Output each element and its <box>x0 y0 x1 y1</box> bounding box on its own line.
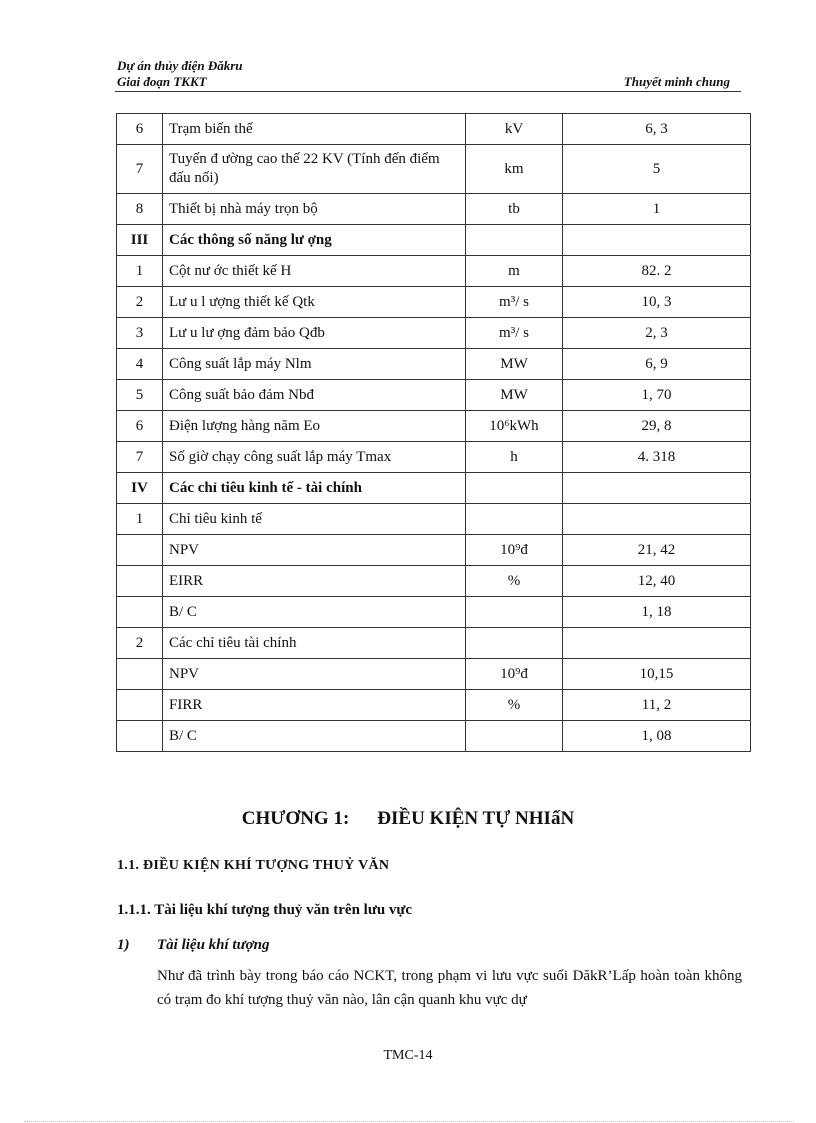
parameter-name-cell: Chỉ tiêu kinh tế <box>163 504 466 535</box>
chapter-heading <box>0 808 816 830</box>
unit-cell: m <box>466 256 563 287</box>
row-number-cell <box>117 535 163 566</box>
parameter-name-cell: EIRR <box>163 566 466 597</box>
row-number-cell: 1 <box>117 504 163 535</box>
table-row <box>117 690 751 721</box>
specification-table-body <box>117 114 751 752</box>
unit-cell <box>466 225 563 256</box>
parameter-name-cell: Công suất lắp máy Nlm <box>163 349 466 380</box>
unit-cell <box>466 721 563 752</box>
value-cell: 12, 40 <box>563 566 751 597</box>
project-name: Dự án thủy điện Đăkru <box>117 58 243 73</box>
body-paragraph: Như đã trình bày trong báo cáo NCKT, trong phạm vi lưu vực suối DăkR’Lấp hoàn toàn không có trạm đo khí tượng thuỷ văn nào, lân cận quanh khu vực dự <box>157 968 742 1008</box>
project-phase: Giai đoạn TKKT <box>117 74 207 89</box>
row-number-cell <box>117 690 163 721</box>
row-number-cell: 6 <box>117 114 163 145</box>
section-heading-1-1: 1.1. ĐIỀU KIỆN KHÍ TƯỢNG THUỶ VĂN <box>117 858 390 873</box>
unit-cell: tb <box>466 194 563 225</box>
table-row <box>117 442 751 473</box>
document-type: Thuyết minh chung <box>623 74 730 89</box>
unit-cell <box>466 597 563 628</box>
subsection-number: 1) <box>117 937 130 953</box>
parameter-name-cell: Công suất bảo đảm Nbđ <box>163 380 466 411</box>
table-row <box>117 504 751 535</box>
parameter-name-cell: B/ C <box>163 721 466 752</box>
row-number-cell: 5 <box>117 380 163 411</box>
unit-cell: 10⁶kWh <box>466 411 563 442</box>
value-cell: 29, 8 <box>563 411 751 442</box>
value-cell: 2, 3 <box>563 318 751 349</box>
row-number-cell: 1 <box>117 256 163 287</box>
table-row <box>117 349 751 380</box>
unit-cell: kV <box>466 114 563 145</box>
table-row <box>117 114 751 145</box>
table-row <box>117 628 751 659</box>
page-footer: TMC-14 <box>383 1048 433 1063</box>
unit-cell: MW <box>466 349 563 380</box>
row-number-cell: IV <box>117 473 163 504</box>
value-cell: 1, 18 <box>563 597 751 628</box>
value-cell: 5 <box>563 145 751 194</box>
row-number-cell: 2 <box>117 287 163 318</box>
unit-cell: 10⁹đ <box>466 535 563 566</box>
table-row <box>117 318 751 349</box>
row-number-cell <box>117 566 163 597</box>
unit-cell: km <box>466 145 563 194</box>
table-row <box>117 566 751 597</box>
value-cell: 1, 70 <box>563 380 751 411</box>
value-cell <box>563 628 751 659</box>
unit-cell: h <box>466 442 563 473</box>
unit-cell <box>466 504 563 535</box>
row-number-cell: 3 <box>117 318 163 349</box>
row-number-cell <box>117 597 163 628</box>
value-cell: 6, 9 <box>563 349 751 380</box>
row-number-cell: III <box>117 225 163 256</box>
row-number-cell <box>117 721 163 752</box>
parameter-name-cell: Các chỉ tiêu kinh tế - tài chính <box>163 473 466 504</box>
section-heading-1-1-1: 1.1.1. Tài liệu khí tượng thuỷ văn trên lưu vực <box>117 902 413 918</box>
value-cell: 1, 08 <box>563 721 751 752</box>
parameter-name-cell: Tuyến đ ường cao thế 22 KV (Tính đến điểm đấu nối) <box>163 145 466 194</box>
header-divider <box>115 91 741 92</box>
value-cell: 82. 2 <box>563 256 751 287</box>
value-cell: 10,15 <box>563 659 751 690</box>
page-header-left <box>117 58 243 90</box>
table-row <box>117 287 751 318</box>
parameter-name-cell: Trạm biến thế <box>163 114 466 145</box>
value-cell <box>563 504 751 535</box>
value-cell <box>563 225 751 256</box>
unit-cell <box>466 473 563 504</box>
page-bottom-border <box>24 1121 794 1122</box>
specification-table <box>116 113 751 752</box>
row-number-cell: 7 <box>117 442 163 473</box>
row-number-cell: 6 <box>117 411 163 442</box>
parameter-name-cell: B/ C <box>163 597 466 628</box>
table-row <box>117 535 751 566</box>
table-row <box>117 145 751 194</box>
chapter-number: CHƯƠNG 1: <box>241 808 350 829</box>
parameter-name-cell: FIRR <box>163 690 466 721</box>
table-row <box>117 473 751 504</box>
table-row <box>117 380 751 411</box>
table-row <box>117 721 751 752</box>
parameter-name-cell: Cột nư ớc thiết kế H <box>163 256 466 287</box>
parameter-name-cell: Lư u l ượng thiết kế Qtk <box>163 287 466 318</box>
row-number-cell: 2 <box>117 628 163 659</box>
value-cell <box>563 473 751 504</box>
unit-cell: m³/ s <box>466 287 563 318</box>
table-row <box>117 225 751 256</box>
subsection-title: Tài liệu khí tượng <box>157 937 270 953</box>
table-row <box>117 597 751 628</box>
parameter-name-cell: Số giờ chạy công suất lắp máy Tmax <box>163 442 466 473</box>
value-cell: 6, 3 <box>563 114 751 145</box>
table-row <box>117 411 751 442</box>
parameter-name-cell: Điện lượng hàng năm Eo <box>163 411 466 442</box>
value-cell: 21, 42 <box>563 535 751 566</box>
table-row <box>117 256 751 287</box>
row-number-cell: 8 <box>117 194 163 225</box>
unit-cell <box>466 628 563 659</box>
table-row <box>117 659 751 690</box>
unit-cell: MW <box>466 380 563 411</box>
table-row <box>117 194 751 225</box>
row-number-cell: 7 <box>117 145 163 194</box>
subsection-heading <box>117 937 269 954</box>
parameter-name-cell: Thiết bị nhà máy trọn bộ <box>163 194 466 225</box>
unit-cell: 10⁹đ <box>466 659 563 690</box>
parameter-name-cell: Lư u lư ợng đảm bảo Qđb <box>163 318 466 349</box>
unit-cell: % <box>466 690 563 721</box>
value-cell: 10, 3 <box>563 287 751 318</box>
value-cell: 4. 318 <box>563 442 751 473</box>
parameter-name-cell: NPV <box>163 659 466 690</box>
parameter-name-cell: Các chỉ tiêu tài chính <box>163 628 466 659</box>
parameter-name-cell: NPV <box>163 535 466 566</box>
chapter-title: ĐIỀU KIỆN TỰ NHIấN <box>377 808 575 829</box>
unit-cell: % <box>466 566 563 597</box>
value-cell: 11, 2 <box>563 690 751 721</box>
unit-cell: m³/ s <box>466 318 563 349</box>
row-number-cell: 4 <box>117 349 163 380</box>
value-cell: 1 <box>563 194 751 225</box>
parameter-name-cell: Các thông số năng lư ợng <box>163 225 466 256</box>
row-number-cell <box>117 659 163 690</box>
